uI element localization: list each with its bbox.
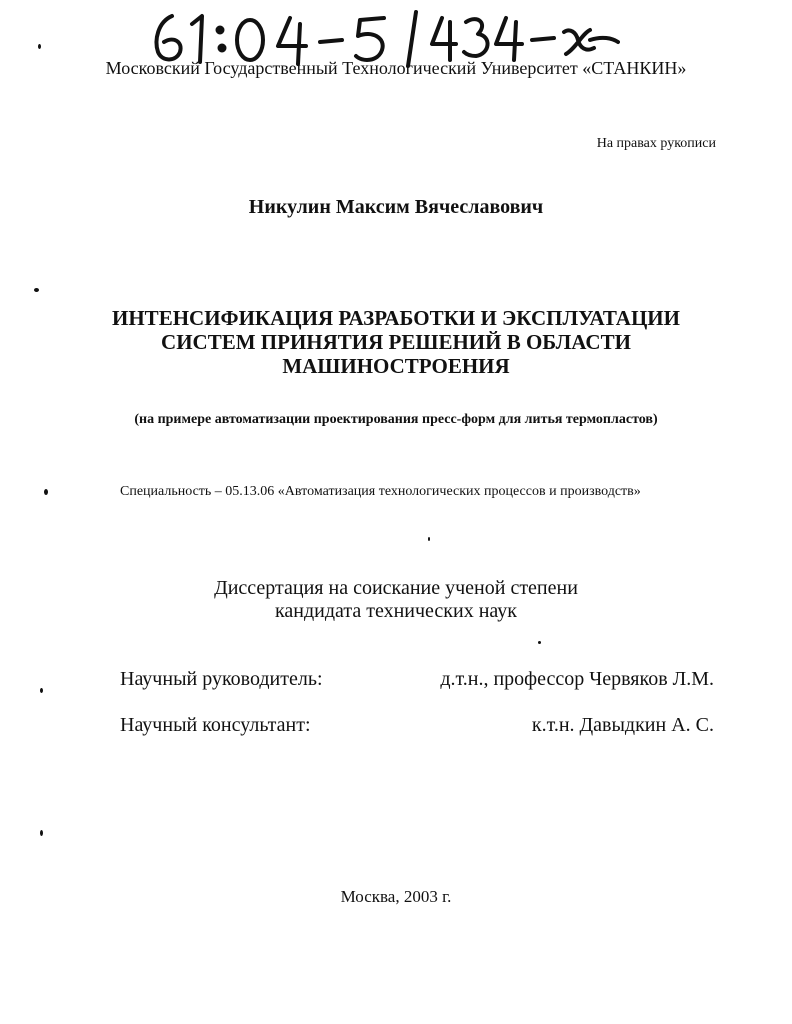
supervisor-label: Научный руководитель: [120, 668, 323, 690]
scan-speck [40, 830, 43, 836]
dissertation-subtitle: (на примере автоматизации проектирования пресс-форм для литья термопластов) [134, 412, 658, 427]
supervisor-row [120, 668, 714, 691]
title-line: ИНТЕНСИФИКАЦИЯ РАЗРАБОТКИ И ЭКСПЛУАТАЦИИ [112, 306, 680, 330]
title-line: СИСТЕМ ПРИНЯТИЯ РЕШЕНИЙ В ОБЛАСТИ [161, 330, 631, 354]
university-name: Московский Государственный Технологический Университет «СТАНКИН» [105, 58, 687, 78]
consultant-row [120, 714, 714, 737]
scan-speck [34, 288, 39, 292]
author-name: Никулин Максим Вячеславович [248, 196, 544, 218]
city-year: Москва, 2003 г. [340, 887, 452, 906]
dissertation-title [0, 306, 792, 378]
title-line: МАШИНОСТРОЕНИЯ [282, 354, 510, 378]
rights-note: На правах рукописи [596, 136, 716, 151]
consultant-label: Научный консультант: [120, 714, 311, 736]
scan-speck [428, 537, 430, 541]
specialty: Специальность – 05.13.06 «Автоматизация технологических процессов и производств» [120, 484, 641, 499]
scan-speck [40, 688, 43, 693]
supervisor-value: д.т.н., профессор Червяков Л.М. [440, 668, 714, 690]
degree-statement [0, 577, 792, 623]
scan-speck [44, 489, 48, 495]
scan-speck [38, 44, 41, 49]
consultant-value: к.т.н. Давыдкин А. С. [531, 714, 714, 736]
degree-line: Диссертация на соискание ученой степени [214, 577, 578, 599]
scan-speck [538, 641, 541, 644]
degree-line: кандидата технических наук [274, 600, 518, 622]
